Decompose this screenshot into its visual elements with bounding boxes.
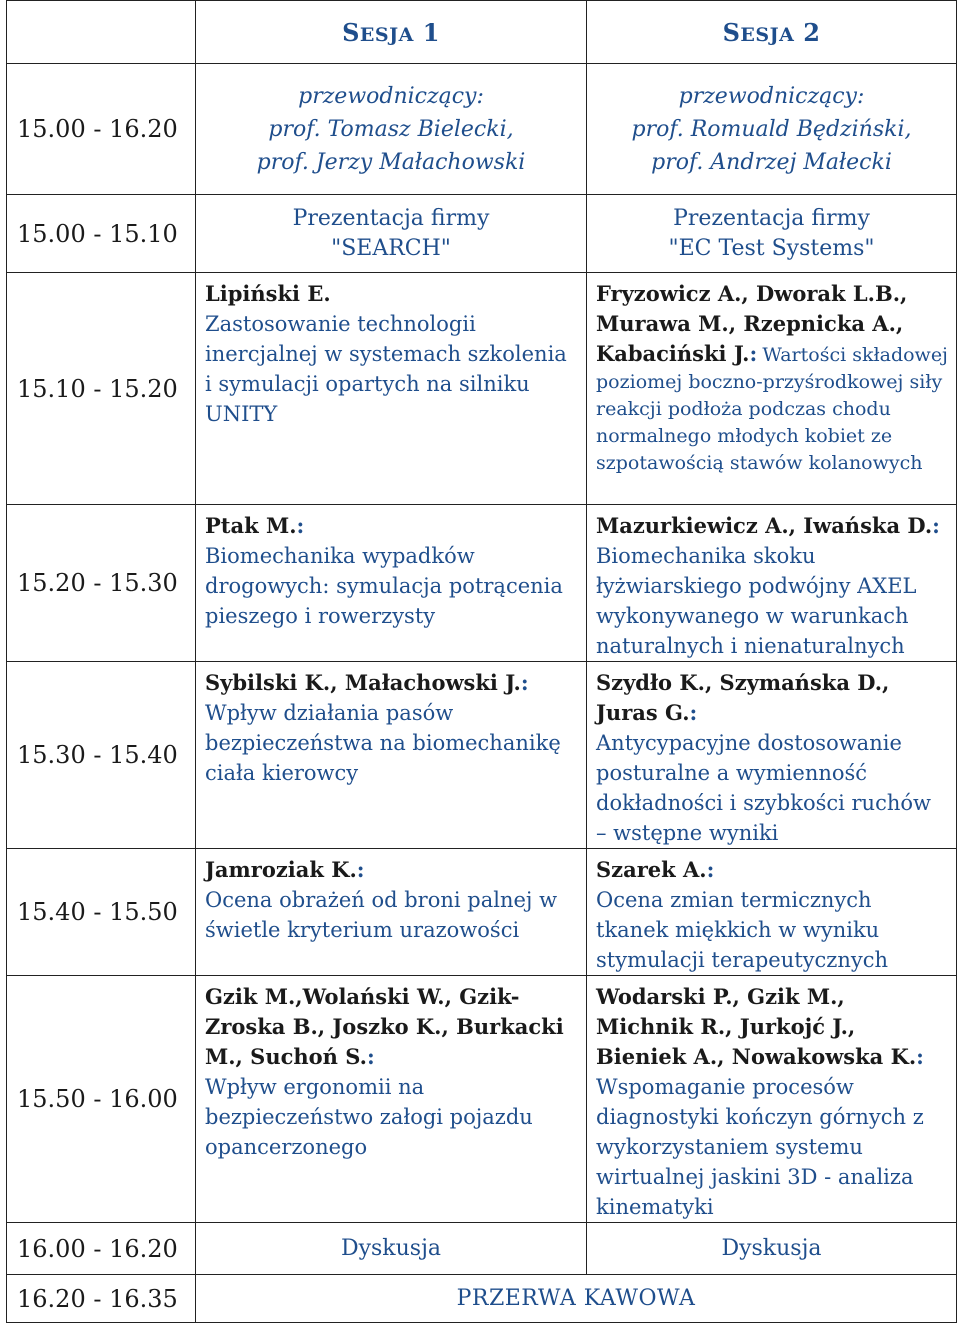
talk-title: Biomechanika skoku łyżwiarskiego podwójny AXEL wykonywanego w warunkach naturalnych i nienaturalnych	[596, 544, 917, 658]
schedule-table	[6, 0, 957, 1323]
talk-authors: Fryzowicz A., Dworak L.B., Murawa M., Rzepnicka A., Kabaciński J.	[596, 281, 908, 366]
talk-title: Ocena zmian termicznych tkanek miękkich w wyniku stymulacji terapeutycznych	[596, 888, 889, 972]
session-2-label-rest: ESJA	[740, 23, 795, 46]
talk-authors: Ptak M.	[205, 513, 297, 538]
talk-title: Zastosowanie technologii inercjalnej w systemach szkolenia i symulacji opartych na silniku UNITY	[205, 312, 567, 426]
presentation-label: Prezentacja firmy	[673, 205, 870, 231]
chair-name: prof. Andrzej Małecki	[651, 149, 892, 175]
authors-separator: :	[356, 857, 365, 882]
session-2-talk	[587, 662, 957, 849]
talk-title: Wspomaganie procesów diagnostyki kończyn górnych z wykorzystaniem systemu wirtualnej jaskini 3D - analiza kinematyki	[596, 1075, 924, 1219]
session-1-talk	[196, 662, 587, 849]
talk-row	[7, 273, 957, 505]
session-2-header	[587, 1, 957, 64]
talk-authors: Gzik M.,Wolański W., Gzik-Zroska B., Joszko K., Burkacki M., Suchoń S.	[205, 984, 564, 1069]
session-1-talk	[196, 273, 587, 505]
authors-separator: :	[366, 1044, 375, 1069]
session-1-number: 1	[422, 17, 440, 47]
chair-name: prof. Romuald Będziński,	[631, 116, 912, 142]
talk-row	[7, 662, 957, 849]
session-1-talk	[196, 505, 587, 662]
company-name: "EC Test Systems"	[668, 235, 875, 261]
session-1-header	[196, 1, 587, 64]
talk-authors: Jamroziak K.	[205, 857, 357, 882]
session-1-label-initial: S	[342, 17, 360, 47]
authors-separator: :	[296, 513, 305, 538]
session-2-discussion: Dyskusja	[587, 1223, 957, 1275]
session-2-number: 2	[803, 17, 821, 47]
chair-name: prof. Jerzy Małachowski	[256, 149, 526, 175]
time-header-empty	[7, 1, 196, 64]
session-1-discussion: Dyskusja	[196, 1223, 587, 1275]
session-1-presentation	[196, 195, 587, 273]
talk-authors: Wodarski P., Gzik M., Michnik R., Jurkojć J., Bieniek A., Nowakowska K.	[596, 984, 917, 1069]
time-slot: 16.00 - 16.20	[7, 1223, 196, 1275]
authors-separator: :	[706, 857, 715, 882]
presentation-label: Prezentacja firmy	[292, 205, 490, 231]
time-slot: 15.50 - 16.00	[7, 976, 196, 1223]
coffee-break-row	[7, 1275, 957, 1323]
session-2-talk	[587, 505, 957, 662]
talk-authors: Szydło K., Szymańska D., Juras G.	[596, 670, 890, 725]
session-1-label-rest: ESJA	[359, 23, 414, 46]
talk-title: Wpływ działania pasów bezpieczeństwa na biomechanikę ciała kierowcy	[205, 701, 561, 785]
time-slot: 15.10 - 15.20	[7, 273, 196, 505]
time-slot: 15.30 - 15.40	[7, 662, 196, 849]
session-2-chairs	[587, 64, 957, 195]
session-2-talk	[587, 273, 957, 505]
chairs-row	[7, 64, 957, 195]
time-slot: 15.40 - 15.50	[7, 849, 196, 976]
session-header-row	[7, 1, 957, 64]
talk-authors: Mazurkiewicz A., Iwańska D.	[596, 513, 933, 538]
chair-name: prof. Tomasz Bielecki,	[268, 116, 514, 142]
authors-separator: :	[520, 670, 529, 695]
authors-separator: :	[689, 700, 698, 725]
session-2-presentation	[587, 195, 957, 273]
time-slot: 15.00 - 16.20	[7, 64, 196, 195]
session-1-chairs	[196, 64, 587, 195]
discussion-row	[7, 1223, 957, 1275]
session-1-talk	[196, 849, 587, 976]
session-2-label-initial: S	[722, 17, 741, 47]
session-1-talk	[196, 976, 587, 1223]
time-slot: 15.00 - 15.10	[7, 195, 196, 273]
talk-authors: Sybilski K., Małachowski J.	[205, 670, 521, 695]
authors-separator: :	[932, 513, 940, 538]
talk-title: Ocena obrażeń od broni palnej w świetle kryterium urazowości	[205, 888, 558, 942]
talk-title: Wpływ ergonomii na bezpieczeństwo załogi pojazdu opancerzonego	[205, 1075, 533, 1159]
chair-label: przewodniczący:	[298, 83, 484, 109]
talk-row	[7, 849, 957, 976]
presentation-row	[7, 195, 957, 273]
talk-row	[7, 976, 957, 1223]
coffee-break-label: PRZERWA KAWOWA	[196, 1275, 957, 1323]
talk-authors: Lipiński E.	[205, 281, 331, 306]
time-slot: 16.20 - 16.35	[7, 1275, 196, 1323]
talk-title: Wartości składowej poziomej boczno-przyśrodkowej siły reakcji podłoża podczas chodu normalnego młodych kobiet ze szpotawością stawów kolanowych	[596, 344, 948, 474]
talk-authors: Szarek A.	[596, 857, 707, 882]
session-2-talk	[587, 976, 957, 1223]
authors-separator: :	[749, 341, 758, 366]
time-slot: 15.20 - 15.30	[7, 505, 196, 662]
talk-title: Antycypacyjne dostosowanie posturalne a wymienność dokładności i szybkości ruchów – wstępne wyniki	[596, 731, 931, 845]
session-2-talk	[587, 849, 957, 976]
authors-separator: :	[916, 1044, 924, 1069]
chair-label: przewodniczący:	[678, 83, 865, 109]
talk-row	[7, 505, 957, 662]
talk-title: Biomechanika wypadków drogowych: symulacja potrącenia pieszego i rowerzysty	[205, 544, 563, 628]
company-name: "SEARCH"	[331, 235, 451, 261]
